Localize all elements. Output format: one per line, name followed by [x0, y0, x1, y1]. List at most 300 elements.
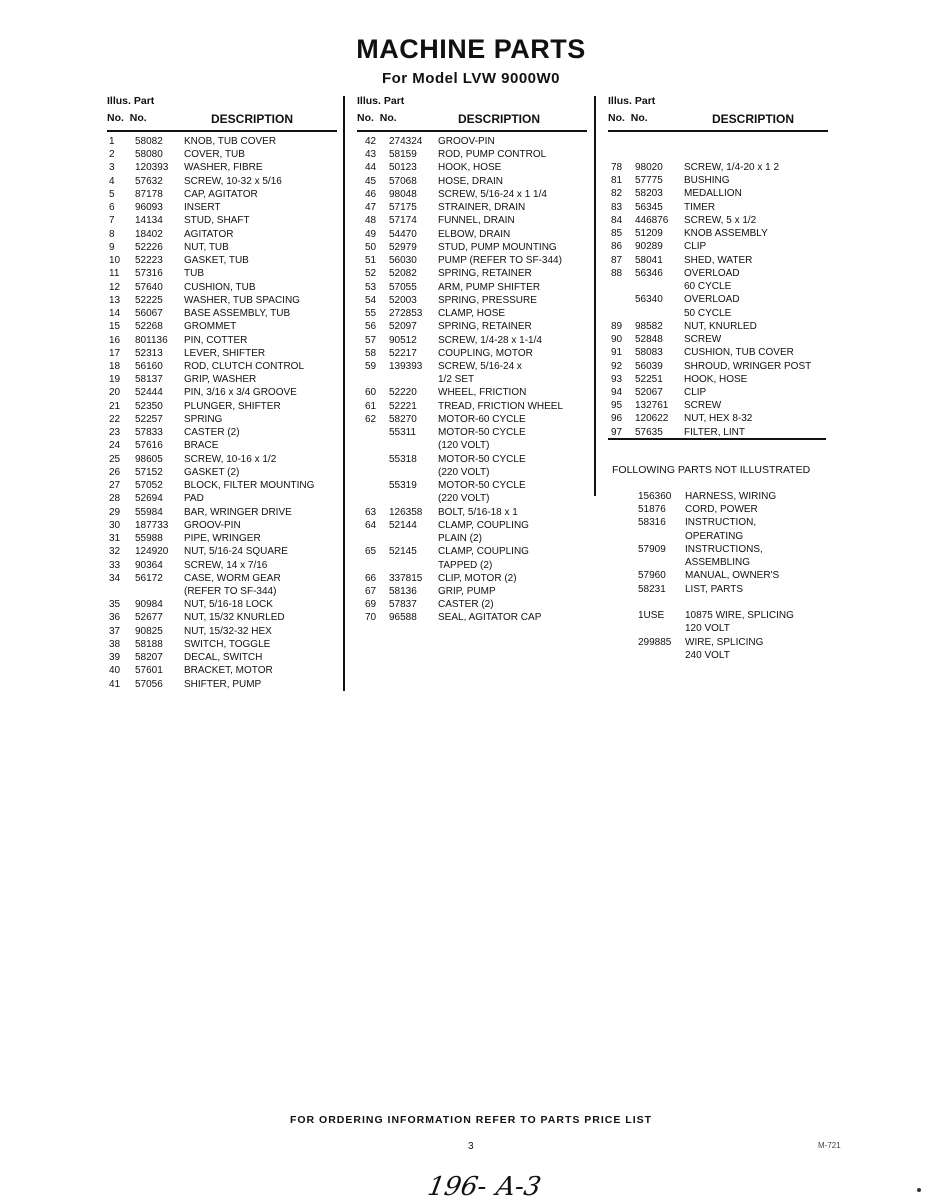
part-number: 58041 — [635, 254, 663, 266]
part-number: 52144 — [389, 519, 417, 531]
part-row — [357, 479, 597, 492]
part-row — [357, 373, 597, 386]
parts-column-1 — [107, 95, 337, 690]
part-row — [107, 214, 337, 227]
column-divider — [594, 96, 596, 496]
part-row — [107, 479, 337, 492]
part-description: NUT, 5/16-18 LOCK — [184, 599, 273, 611]
part-row — [107, 161, 337, 174]
part-number: 57775 — [635, 175, 663, 187]
part-row — [612, 583, 832, 596]
description-header: DESCRIPTION — [712, 112, 795, 126]
part-description: MOTOR-50 CYCLE — [438, 427, 526, 439]
illus-number: 1 — [109, 136, 115, 147]
part-description: ROD, PUMP CONTROL — [438, 149, 547, 161]
part-row — [107, 585, 337, 598]
part-description: (120 VOLT) — [438, 440, 490, 452]
part-number: 801136 — [135, 334, 168, 346]
part-description: BRACKET, MOTOR — [184, 665, 273, 677]
part-description: TAPPED (2) — [438, 559, 493, 571]
part-number: 57175 — [389, 202, 417, 214]
illus-number: 24 — [109, 440, 121, 452]
illus-number: 12 — [109, 281, 121, 293]
part-row — [357, 161, 597, 174]
illus-number: 96 — [611, 413, 623, 425]
part-description: CUSHION, TUB COVER — [684, 347, 794, 359]
part-row — [357, 506, 597, 519]
part-description: GASKET, TUB — [184, 255, 249, 267]
part-row — [107, 559, 337, 572]
illus-number: 87 — [611, 254, 623, 266]
illus-number: 85 — [611, 228, 623, 240]
part-description: NUT, 15/32 KNURLED — [184, 612, 285, 624]
part-number: 58270 — [389, 413, 417, 425]
illus-number: 43 — [365, 149, 377, 161]
part-description: SHED, WATER — [684, 254, 753, 266]
illus-number: 36 — [109, 612, 121, 624]
illus-number: 46 — [365, 188, 377, 200]
part-row — [608, 174, 838, 187]
illus-number: 15 — [109, 321, 121, 333]
illus-number: 5 — [109, 188, 115, 200]
part-number: 56039 — [635, 360, 663, 372]
column-header — [357, 95, 597, 131]
part-row — [357, 281, 597, 294]
part-row — [612, 596, 832, 609]
illus-number: 55 — [365, 308, 377, 320]
part-row — [107, 651, 337, 664]
part-description: CAP, AGITATOR — [184, 188, 258, 200]
part-number: 446876 — [635, 214, 669, 226]
column-divider — [343, 96, 345, 691]
part-description: SCREW, 5/16-24 x — [438, 360, 522, 372]
part-description: BOLT, 5/16-18 x 1 — [438, 506, 518, 518]
part-row — [357, 426, 597, 439]
part-description: CASE, WORM GEAR — [184, 572, 281, 584]
part-row — [612, 490, 832, 503]
illus-number: 28 — [109, 493, 121, 505]
part-row — [357, 307, 597, 320]
part-number: 52350 — [135, 400, 163, 412]
part-number: 337815 — [389, 572, 423, 584]
illus-number: 49 — [365, 228, 377, 240]
part-number: 57640 — [135, 281, 163, 293]
part-row — [357, 439, 597, 452]
part-row — [107, 373, 337, 386]
part-row — [608, 280, 838, 293]
illus-number: 45 — [365, 175, 377, 187]
part-description: SCREW, 5 x 1/2 — [684, 214, 757, 226]
illus-number: 93 — [611, 373, 623, 385]
part-number: 57837 — [389, 599, 417, 611]
part-number: 132761 — [635, 400, 669, 412]
part-row — [357, 386, 597, 399]
part-description: CASTER (2) — [438, 599, 494, 611]
part-number: 98020 — [635, 162, 663, 173]
part-row — [107, 506, 337, 519]
part-description: CUSHION, TUB — [184, 281, 256, 293]
part-description: (REFER TO SF-344) — [184, 585, 277, 597]
part-description: ROD, CLUTCH CONTROL — [184, 360, 305, 372]
part-description: OVERLOAD — [684, 267, 740, 279]
description-header: DESCRIPTION — [458, 112, 541, 126]
illus-number: 14 — [109, 308, 121, 320]
illus-number: 4 — [109, 175, 115, 187]
part-description: COUPLING, MOTOR — [438, 347, 533, 359]
part-row — [107, 572, 337, 585]
handwritten-note: 196- A-3 — [425, 1172, 544, 1202]
part-row — [357, 135, 597, 148]
part-row — [357, 611, 597, 624]
part-row — [357, 585, 597, 598]
part-number: 51209 — [635, 228, 663, 240]
part-row — [107, 175, 337, 188]
part-number: 57833 — [135, 427, 163, 439]
part-row — [357, 360, 597, 373]
part-row — [107, 638, 337, 651]
part-row — [107, 281, 337, 294]
part-number: 52145 — [389, 546, 417, 558]
illus-number: 39 — [109, 652, 121, 664]
part-row — [612, 622, 832, 635]
part-description: BUSHING — [684, 175, 730, 187]
part-number: 56346 — [635, 267, 663, 279]
part-row — [608, 214, 838, 227]
part-row — [357, 413, 597, 426]
illus-number: 23 — [109, 427, 121, 439]
part-row — [612, 649, 832, 662]
part-description: HOOK, HOSE — [684, 373, 748, 385]
part-description: TUB — [184, 268, 204, 280]
part-row — [357, 320, 597, 333]
part-row — [107, 267, 337, 280]
part-description: DECAL, SWITCH — [184, 652, 263, 664]
part-number: 272853 — [389, 308, 423, 320]
column-header — [608, 95, 838, 131]
part-description: KNOB ASSEMBLY — [684, 228, 768, 240]
not-illustrated-heading: FOLLOWING PARTS NOT ILLUSTRATED — [612, 464, 811, 476]
part-description: LEVER, SHIFTER — [184, 347, 266, 359]
illus-number: 42 — [365, 136, 377, 147]
part-number: 14134 — [135, 215, 163, 227]
part-description: AGITATOR — [184, 228, 234, 240]
illus-number: 41 — [109, 678, 121, 690]
part-number: 58083 — [635, 347, 663, 359]
part-row — [107, 347, 337, 360]
part-row — [107, 294, 337, 307]
illus-number: 44 — [365, 162, 377, 174]
part-description: CLAMP, COUPLING — [438, 519, 529, 531]
part-row — [608, 240, 838, 253]
description-header: DESCRIPTION — [211, 112, 294, 126]
illus-number: 47 — [365, 202, 377, 214]
part-number: 52694 — [135, 493, 163, 505]
part-description: WASHER, FIBRE — [184, 162, 263, 174]
part-description: SCREW, 14 x 7/16 — [184, 559, 268, 571]
illus-number: 22 — [109, 413, 121, 425]
part-description: WASHER, TUB SPACING — [184, 294, 300, 306]
part-row — [107, 519, 337, 532]
part-number: 52979 — [389, 241, 417, 253]
scan-mark — [917, 1188, 921, 1192]
part-description: GRIP, WASHER — [184, 374, 257, 386]
illus-number: 19 — [109, 374, 121, 386]
part-row — [357, 241, 597, 254]
part-row — [608, 227, 838, 240]
illus-number: 9 — [109, 241, 115, 253]
illus-number: 6 — [109, 202, 115, 214]
part-row — [612, 609, 832, 622]
part-row — [357, 347, 597, 360]
illus-number: 25 — [109, 453, 121, 465]
part-number: 120393 — [135, 162, 169, 174]
part-row — [107, 413, 337, 426]
part-description: WIRE, SPLICING — [685, 636, 764, 648]
part-description: OVERLOAD — [684, 294, 740, 306]
part-description: FUNNEL, DRAIN — [438, 215, 515, 227]
part-description: NUT, 5/16-24 SQUARE — [184, 546, 288, 558]
part-row — [612, 503, 832, 516]
part-number: 58316 — [638, 517, 666, 529]
part-description: MOTOR-50 CYCLE — [438, 453, 526, 465]
part-row — [357, 545, 597, 558]
part-row — [107, 254, 337, 267]
illus-number: 66 — [365, 572, 377, 584]
part-description: CLIP, MOTOR (2) — [438, 572, 517, 584]
part-row — [107, 334, 337, 347]
part-row — [107, 466, 337, 479]
illus-number: 84 — [611, 214, 623, 226]
part-number: 58082 — [135, 136, 163, 147]
part-description: SCREW, 1/4-20 x 1 2 — [684, 162, 780, 173]
part-row — [107, 664, 337, 677]
part-row — [107, 439, 337, 452]
part-description: (220 VOLT) — [438, 466, 490, 478]
part-description: SCREW, 5/16-24 x 1 1/4 — [438, 188, 547, 200]
part-description: 120 VOLT — [685, 623, 730, 635]
illus-number: 89 — [611, 320, 623, 332]
part-description: HOSE, DRAIN — [438, 175, 504, 187]
no-label: No. No. — [357, 112, 397, 124]
part-row — [608, 254, 838, 267]
part-row — [357, 254, 597, 267]
part-description: PAD — [184, 493, 204, 505]
part-number: 52223 — [135, 255, 163, 267]
part-description: 60 CYCLE — [684, 281, 732, 293]
part-description: 240 VOLT — [685, 649, 730, 661]
parts-column-2 — [357, 95, 597, 624]
part-row — [608, 373, 838, 386]
illus-number: 20 — [109, 387, 121, 399]
part-row — [107, 360, 337, 373]
part-description: ARM, PUMP SHIFTER — [438, 281, 541, 293]
illus-number: 34 — [109, 572, 121, 584]
part-number: 56172 — [135, 572, 163, 584]
part-description: SCREW — [684, 400, 722, 412]
illus-number: 50 — [365, 241, 377, 253]
part-number: 58207 — [135, 652, 163, 664]
part-number: 139393 — [389, 360, 423, 372]
part-number: 55319 — [389, 480, 417, 492]
part-number: 52226 — [135, 241, 163, 253]
part-row — [107, 492, 337, 505]
part-number: 274324 — [389, 136, 423, 147]
part-description: TIMER — [684, 201, 716, 213]
part-number: 51876 — [638, 504, 666, 516]
part-description: GROOV-PIN — [438, 136, 495, 147]
part-number: 56067 — [135, 308, 163, 320]
part-row — [357, 492, 597, 505]
part-row — [107, 228, 337, 241]
part-number: 57616 — [135, 440, 163, 452]
part-description: CASTER (2) — [184, 427, 240, 439]
part-number: 90984 — [135, 599, 163, 611]
part-row — [612, 569, 832, 582]
part-description: PLAIN (2) — [438, 533, 482, 545]
part-description: GRIP, PUMP — [438, 585, 496, 597]
part-number: 57632 — [135, 175, 163, 187]
part-description: MEDALLION — [684, 188, 742, 200]
part-description: FILTER, LINT — [684, 426, 745, 438]
part-description: SCREW — [684, 334, 722, 346]
part-description: GASKET (2) — [184, 466, 240, 478]
part-description: BAR, WRINGER DRIVE — [184, 506, 292, 518]
illus-number: 30 — [109, 519, 121, 531]
part-number: 52257 — [135, 413, 163, 425]
illus-number: 26 — [109, 466, 121, 478]
part-description: BLOCK, FILTER MOUNTING — [184, 480, 315, 492]
illus-number: 2 — [109, 149, 115, 161]
part-row — [608, 399, 838, 412]
illus-number: 60 — [365, 387, 377, 399]
part-description: HARNESS, WIRING — [685, 491, 777, 502]
part-number: 90825 — [135, 625, 163, 637]
part-row — [107, 625, 337, 638]
part-number: 57052 — [135, 480, 163, 492]
part-description: STUD, SHAFT — [184, 215, 250, 227]
illus-number: 18 — [109, 360, 121, 372]
part-description: ELBOW, DRAIN — [438, 228, 511, 240]
part-number: 56160 — [135, 360, 163, 372]
part-number: 58203 — [635, 188, 663, 200]
part-row — [107, 545, 337, 558]
illus-number: 57 — [365, 334, 377, 346]
part-description: CLAMP, HOSE — [438, 308, 506, 320]
part-number: 52217 — [389, 347, 417, 359]
illus-label: Illus. Part — [107, 95, 155, 107]
part-number: 1USE — [638, 610, 665, 622]
part-row — [357, 572, 597, 585]
illus-number: 7 — [109, 215, 115, 227]
illus-number: 16 — [109, 334, 121, 346]
part-row — [608, 333, 838, 346]
illus-number: 88 — [611, 267, 623, 279]
part-number: 90512 — [389, 334, 417, 346]
part-description: LIST, PARTS — [685, 583, 743, 595]
part-number: 52220 — [389, 387, 417, 399]
part-number: 98048 — [389, 188, 417, 200]
part-row — [608, 267, 838, 280]
illus-number: 52 — [365, 268, 377, 280]
parts-list — [357, 135, 597, 625]
no-label: No. No. — [608, 112, 648, 124]
part-number: 57960 — [638, 570, 666, 582]
part-number: 90289 — [635, 241, 663, 253]
part-description: CLIP — [684, 241, 707, 253]
part-description: MOTOR-60 CYCLE — [438, 413, 526, 425]
part-description: MANUAL, OWNER'S — [685, 570, 780, 582]
header-divider — [107, 130, 337, 132]
part-number: 58159 — [389, 149, 417, 161]
part-number: 90364 — [135, 559, 163, 571]
part-description: SCREW, 1/4-28 x 1-1/4 — [438, 334, 542, 346]
part-description: PLUNGER, SHIFTER — [184, 400, 281, 412]
illus-number: 95 — [611, 400, 623, 412]
part-description: SPRING, PRESSURE — [438, 294, 537, 306]
illus-number: 35 — [109, 599, 121, 611]
illus-number: 67 — [365, 585, 377, 597]
part-number: 87178 — [135, 188, 163, 200]
part-description: ASSEMBLING — [685, 557, 751, 569]
part-row — [107, 400, 337, 413]
part-row — [608, 346, 838, 359]
part-number: 52067 — [635, 386, 663, 398]
part-description: SPRING, RETAINER — [438, 268, 532, 280]
part-description: INSTRUCTIONS, — [685, 543, 763, 555]
part-number: 52677 — [135, 612, 163, 624]
part-description: BRACE — [184, 440, 219, 452]
no-label: No. No. — [107, 112, 147, 124]
part-number: 52444 — [135, 387, 163, 399]
illus-number: 51 — [365, 255, 377, 267]
part-number: 156360 — [638, 491, 672, 502]
part-description: COVER, TUB — [184, 149, 245, 161]
part-row — [107, 135, 337, 148]
part-description: (220 VOLT) — [438, 493, 490, 505]
part-row — [357, 188, 597, 201]
illus-label: Illus. Part — [608, 95, 656, 107]
part-row — [608, 412, 838, 425]
page-title: MACHINE PARTS — [356, 34, 586, 64]
part-number: 56345 — [635, 201, 663, 213]
part-number: 57316 — [135, 268, 163, 280]
illus-number: 83 — [611, 201, 623, 213]
part-row — [107, 611, 337, 624]
part-number: 50123 — [389, 162, 417, 174]
part-description: SWITCH, TOGGLE — [184, 638, 271, 650]
part-row — [612, 516, 832, 529]
illus-number: 62 — [365, 413, 377, 425]
illus-number: 21 — [109, 400, 121, 412]
part-description: PIPE, WRINGER — [184, 533, 261, 545]
illus-number: 13 — [109, 294, 121, 306]
part-description: SCREW, 10-16 x 1/2 — [184, 453, 277, 465]
part-number: 56340 — [635, 294, 663, 306]
part-row — [357, 453, 597, 466]
illus-number: 81 — [611, 175, 623, 187]
part-row — [357, 400, 597, 413]
part-description: 50 CYCLE — [684, 307, 732, 319]
part-row — [107, 241, 337, 254]
illus-number: 33 — [109, 559, 121, 571]
part-number: 57635 — [635, 426, 663, 438]
part-description: GROOV-PIN — [184, 519, 241, 531]
part-row — [107, 386, 337, 399]
part-number: 57152 — [135, 466, 163, 478]
part-row — [608, 307, 838, 320]
part-number: 120622 — [635, 413, 669, 425]
part-number: 98582 — [635, 320, 663, 332]
